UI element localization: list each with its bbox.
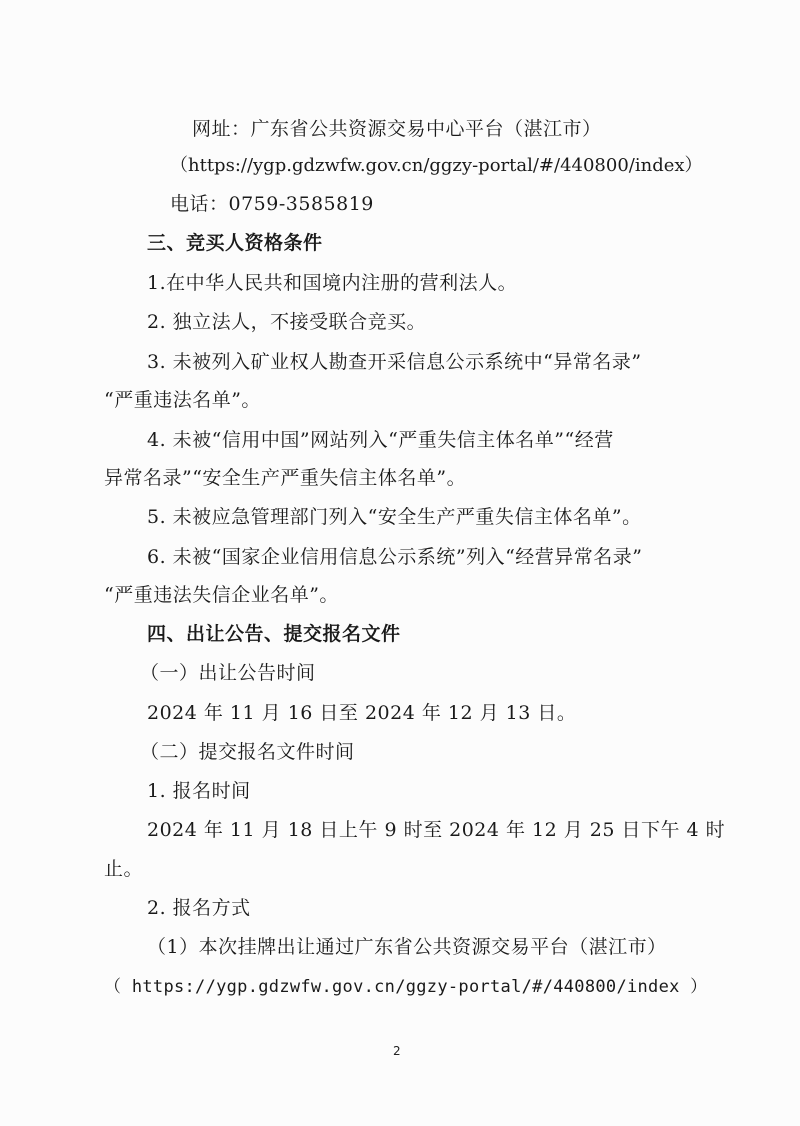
subsection-2-title: （二）提交报名文件时间 xyxy=(140,741,355,763)
condition-2: 2. 独立法人，不接受联合竞买。 xyxy=(147,311,427,333)
registration-time-cont: 止。 xyxy=(104,858,144,880)
condition-3-cont: “严重违法名单”。 xyxy=(104,389,261,411)
condition-6-cont: “严重违法失信企业名单”。 xyxy=(104,584,339,606)
registration-method-1: （1）本次挂牌出让通过广东省公共资源交易平台（湛江市） xyxy=(147,936,667,958)
subsection-1-title: （一）出让公告时间 xyxy=(140,662,316,684)
condition-3: 3. 未被列入矿业权人勘查开采信息公示系统中“异常名录” xyxy=(147,351,642,373)
condition-4-cont: 异常名录”“安全生产严重失信主体名单”。 xyxy=(104,467,467,489)
section-3-heading: 三、竞买人资格条件 xyxy=(147,232,323,254)
section-4-heading: 四、出让公告、提交报名文件 xyxy=(147,623,401,645)
website-url: （https://ygp.gdzwfw.gov.cn/ggzy-portal/#/440800/index） xyxy=(170,155,703,176)
registration-method-url: （ https://ygp.gdzwfw.gov.cn/ggzy-portal/#/440800/index ） xyxy=(104,977,708,997)
condition-4: 4. 未被“信用中国”网站列入“严重失信主体名单”“经营 xyxy=(147,429,614,451)
page-number: 2 xyxy=(393,1044,401,1058)
registration-time-title: 1. 报名时间 xyxy=(147,780,251,802)
condition-1: 1.在中华人民共和国境内注册的营利法人。 xyxy=(147,272,518,294)
registration-time: 2024 年 11 月 18 日上午 9 时至 2024 年 12 月 25 日下午 4 时 xyxy=(147,819,726,841)
website-line: 网址：广东省公共资源交易中心平台（湛江市） xyxy=(192,118,602,140)
registration-method-title: 2. 报名方式 xyxy=(147,897,251,919)
condition-6: 6. 未被“国家企业信用信息公示系统”列入“经营异常名录” xyxy=(147,546,643,568)
phone-line: 电话：0759-3585819 xyxy=(170,193,374,215)
condition-5: 5. 未被应急管理部门列入“安全生产严重失信主体名单”。 xyxy=(147,506,642,528)
announcement-period: 2024 年 11 月 16 日至 2024 年 12 月 13 日。 xyxy=(147,702,577,724)
